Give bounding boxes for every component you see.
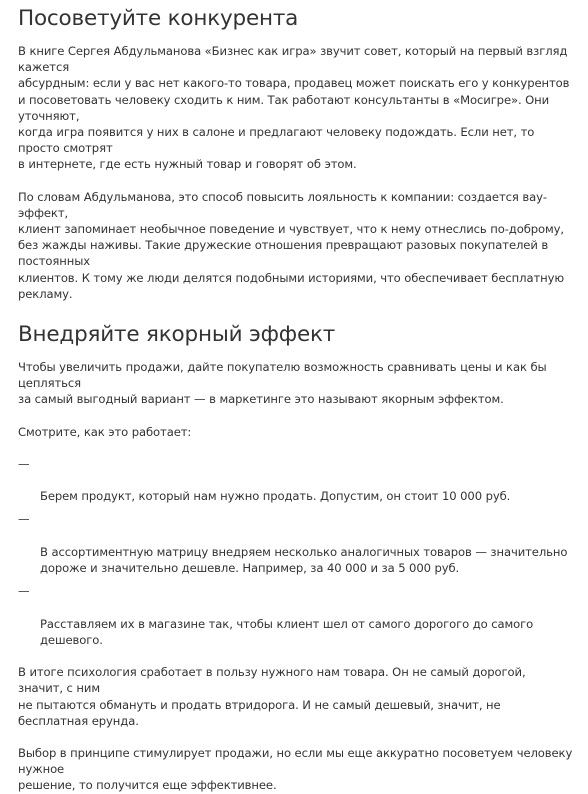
dash-bullet: — — [18, 512, 30, 527]
dash-bullet: — — [18, 584, 30, 599]
list-item-text: Берем продукт, который нам нужно продать. Допустим, он стоит 10 000 руб. — [40, 489, 511, 504]
paragraph-psychology-result: В итоге психология сработает в пользу нужного нам товара. Он не самый дорогой, значит, с ним не пытаются обмануть и продать втридорога. И не самый дешевый, значит, не бесплатная ерунда. — [18, 665, 526, 728]
paragraph-anchor-intro: Чтобы увеличить продажи, дайте покупателю возможность сравнивать цены и как бы цепляться за самый выгодный вариант — в маркетинге это называют якорным эффектом. — [18, 360, 547, 407]
paragraph-abdulmanov-advice: В книге Сергея Абдульманова «Бизнес как игра» звучит совет, который на первый взгляд кажется абсурдным: если у вас нет какого-то товара, продавец может поискать его у конкурентов и посоветовать человеку сходить к ним. Так работают консультанты в «Мосигре». Они уточняют, когда игра появится у них в салоне и предлагают человеку подождать. Если нет, то просто смотрят в интернете, где есть нужный товар и говорят об этом. — [18, 44, 570, 172]
list-item — [18, 456, 574, 505]
section-heading-recommend-competitor: Посоветуйте конкурента — [18, 6, 299, 31]
paragraph-how-it-works: Смотрите, как это работает: — [18, 424, 192, 439]
list-item — [18, 511, 574, 576]
dash-bullet: — — [18, 456, 30, 471]
paragraph-loyalty: По словам Абдульманова, это способ повысить лояльность к компании: создается вау-эффект, клиент запоминает необычное поведение и чувствует, что к нему отнеслись по-доброму, без жажды наживы. Такие дружеские отношения превращают разовых покупателей в постоянных клиентов. К тому же люди делятся подобными историями, что обеспечивает бесплатную рекламу. — [18, 189, 565, 301]
steps-list — [18, 456, 574, 648]
list-item — [18, 583, 574, 648]
paragraph-choice-stimulates: Выбор в принципе стимулирует продажи, но если мы еще аккуратно посоветуем человеку нужное решение, то получится еще эффективнее. — [18, 745, 573, 793]
list-item-text: Расставляем их в магазине так, чтобы клиент шел от самого дорогого до самого дешевого. — [40, 616, 534, 647]
list-item-text: В ассортиментную матрицу внедряем несколько аналогичных товаров — значительно дороже и значительно дешевле. Например, за 40 000 и за 5 000 руб. — [40, 544, 568, 576]
section-heading-anchor-effect: Внедряйте якорный эффект — [18, 322, 336, 348]
